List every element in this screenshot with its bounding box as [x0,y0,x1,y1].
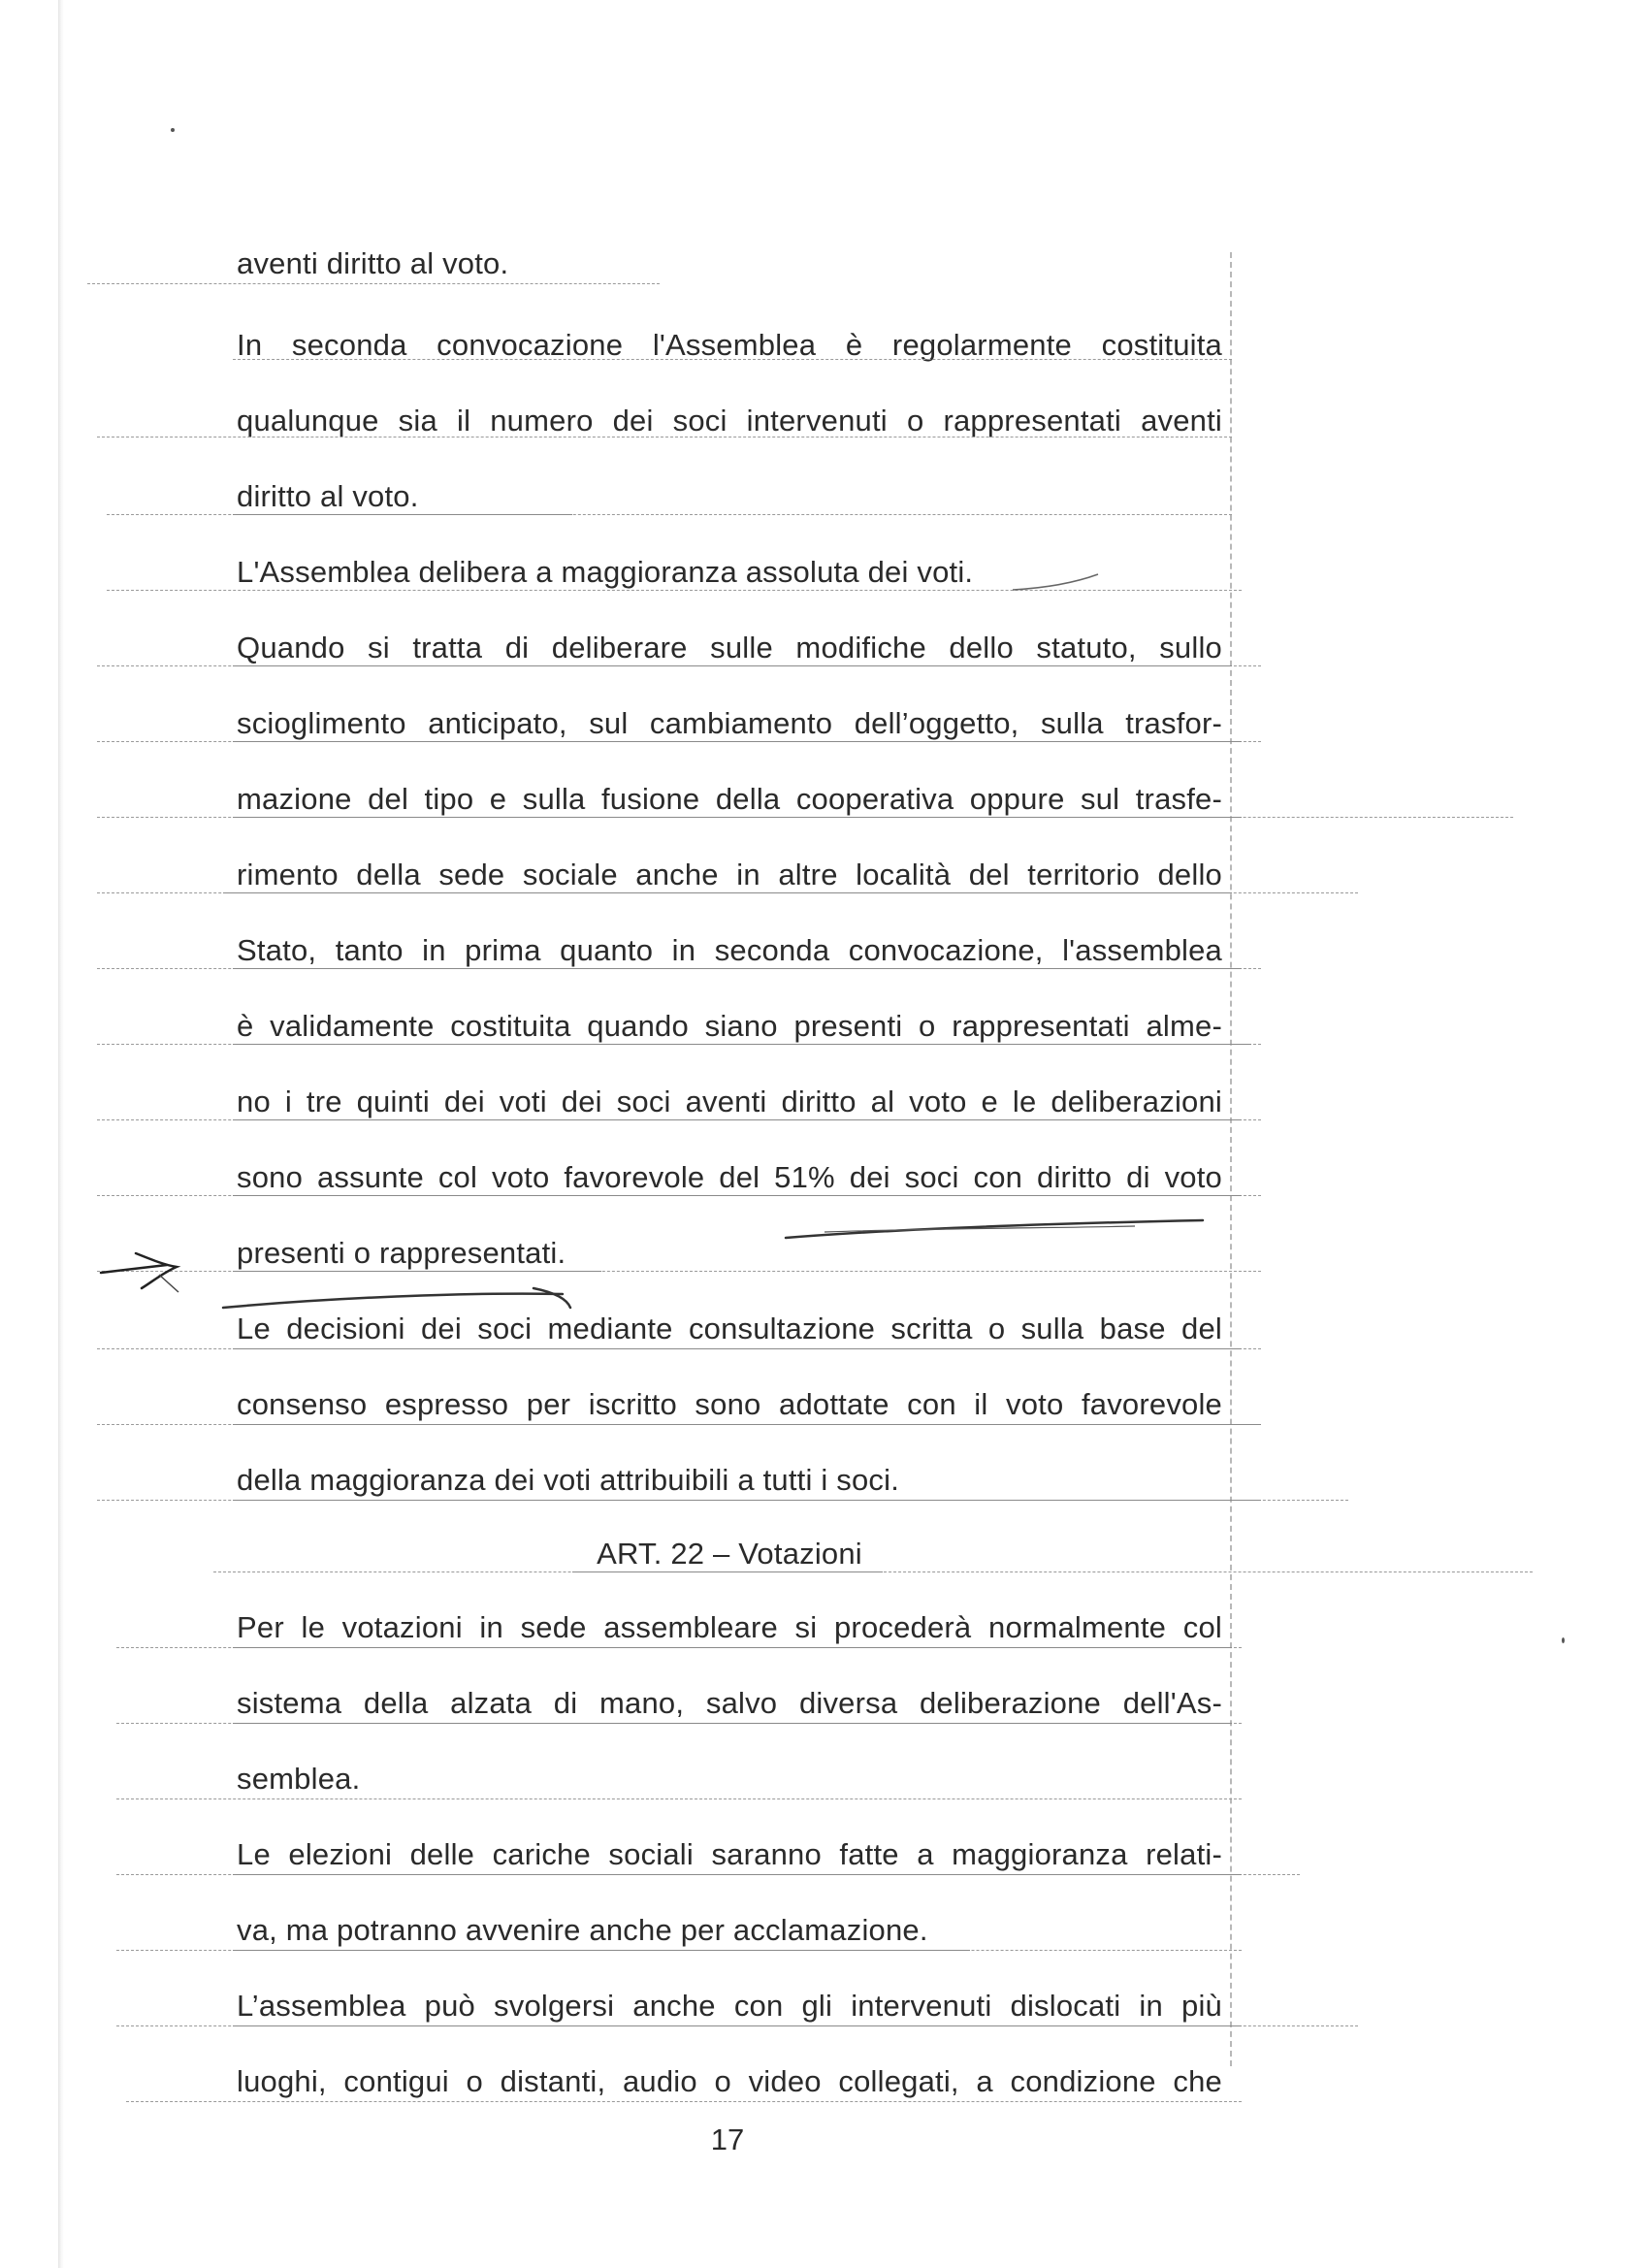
handwritten-stroke [1009,567,1106,596]
text-line: consenso espresso per iscritto sono adottate con il voto favorevole [237,1387,1222,1421]
underline [233,741,1242,742]
article-heading: ART. 22 – Votazioni [597,1537,862,1571]
text-line: della maggioranza dei voti attribuibili a tutti i soci. [237,1463,900,1497]
text-line: Le elezioni delle cariche sociali saranno fatte a maggioranza relati- [237,1837,1222,1871]
handwritten-stroke [213,1279,582,1317]
underline [233,968,1242,969]
underline [233,1348,1242,1349]
underline [233,1271,601,1272]
dashed-rule [87,283,660,284]
text-line: L’assemblea può svolgersi anche con gli intervenuti dislocati in più [237,1989,1222,2023]
underline [233,2025,1242,2026]
underline [233,817,1242,818]
text-line: rimento della sede sociale anche in altre località del territorio dello [237,858,1222,891]
underline [233,1424,1261,1425]
margin-rule [1230,252,1232,2066]
underline [233,1195,1242,1196]
text-line: Per le votazioni in sede assembleare si procederà normalmente col [237,1610,1222,1644]
text-line: sono assunte col voto favorevole del 51% dei soci con diritto di voto [237,1160,1222,1194]
text-line: Le decisioni dei soci mediante consultazione scritta o sulla base del [237,1312,1222,1345]
handwritten-stroke [766,1209,1232,1247]
underline [223,892,1232,893]
underline [233,1044,1251,1045]
text-line: aventi diritto al voto. [237,246,509,280]
dashed-rule [116,1798,1242,1799]
underline [572,1571,883,1572]
text-line: sistema della alzata di mano, salvo diversa deliberazione dell'As- [237,1686,1222,1720]
text-line: qualunque sia il numero dei soci intervenuti o rappresentati aventi [237,404,1222,437]
page-number: 17 [710,2122,745,2156]
text-line: luoghi, contigui o distanti, audio o video collegati, a condizione che [237,2064,1222,2098]
scan-speck [1562,1637,1565,1643]
handwritten-arrow-icon [97,1232,233,1300]
underline [233,665,1232,666]
dashed-rule [233,359,1232,360]
underline [233,1500,1261,1501]
underline [233,1874,1242,1875]
text-line: Stato, tanto in prima quanto in seconda convocazione, l'assemblea [237,933,1222,967]
binding-shadow [58,0,64,2268]
text-line: è validamente costituita quando siano presenti o rappresentati alme- [237,1009,1222,1043]
underline [233,1950,970,1951]
underline [233,1723,1232,1724]
text-line: Quando si tratta di deliberare sulle modifiche dello statuto, sullo [237,631,1222,664]
underline [233,514,572,515]
underline [233,1647,1232,1648]
text-line: In seconda convocazione l'Assemblea è regolarmente costituita [237,328,1222,362]
text-line: scioglimento anticipato, sul cambiamento dell’oggetto, sulla trasfor- [237,706,1222,740]
text-line: L'Assemblea delibera a maggioranza assoluta dei voti. [237,555,974,589]
text-line: va, ma potranno avvenire anche per acclamazione. [237,1913,928,1947]
text-line: diritto al voto. [237,479,419,513]
underline [233,1119,1242,1120]
scan-speck [171,128,175,132]
text-line: mazione del tipo e sulla fusione della cooperativa oppure sul trasfe- [237,782,1222,816]
dashed-rule [126,2101,1242,2102]
text-line: no i tre quinti dei voti dei soci aventi diritto al voto e le deliberazioni [237,1085,1222,1118]
text-line: presenti o rappresentati. [237,1236,566,1270]
text-line: semblea. [237,1762,361,1796]
